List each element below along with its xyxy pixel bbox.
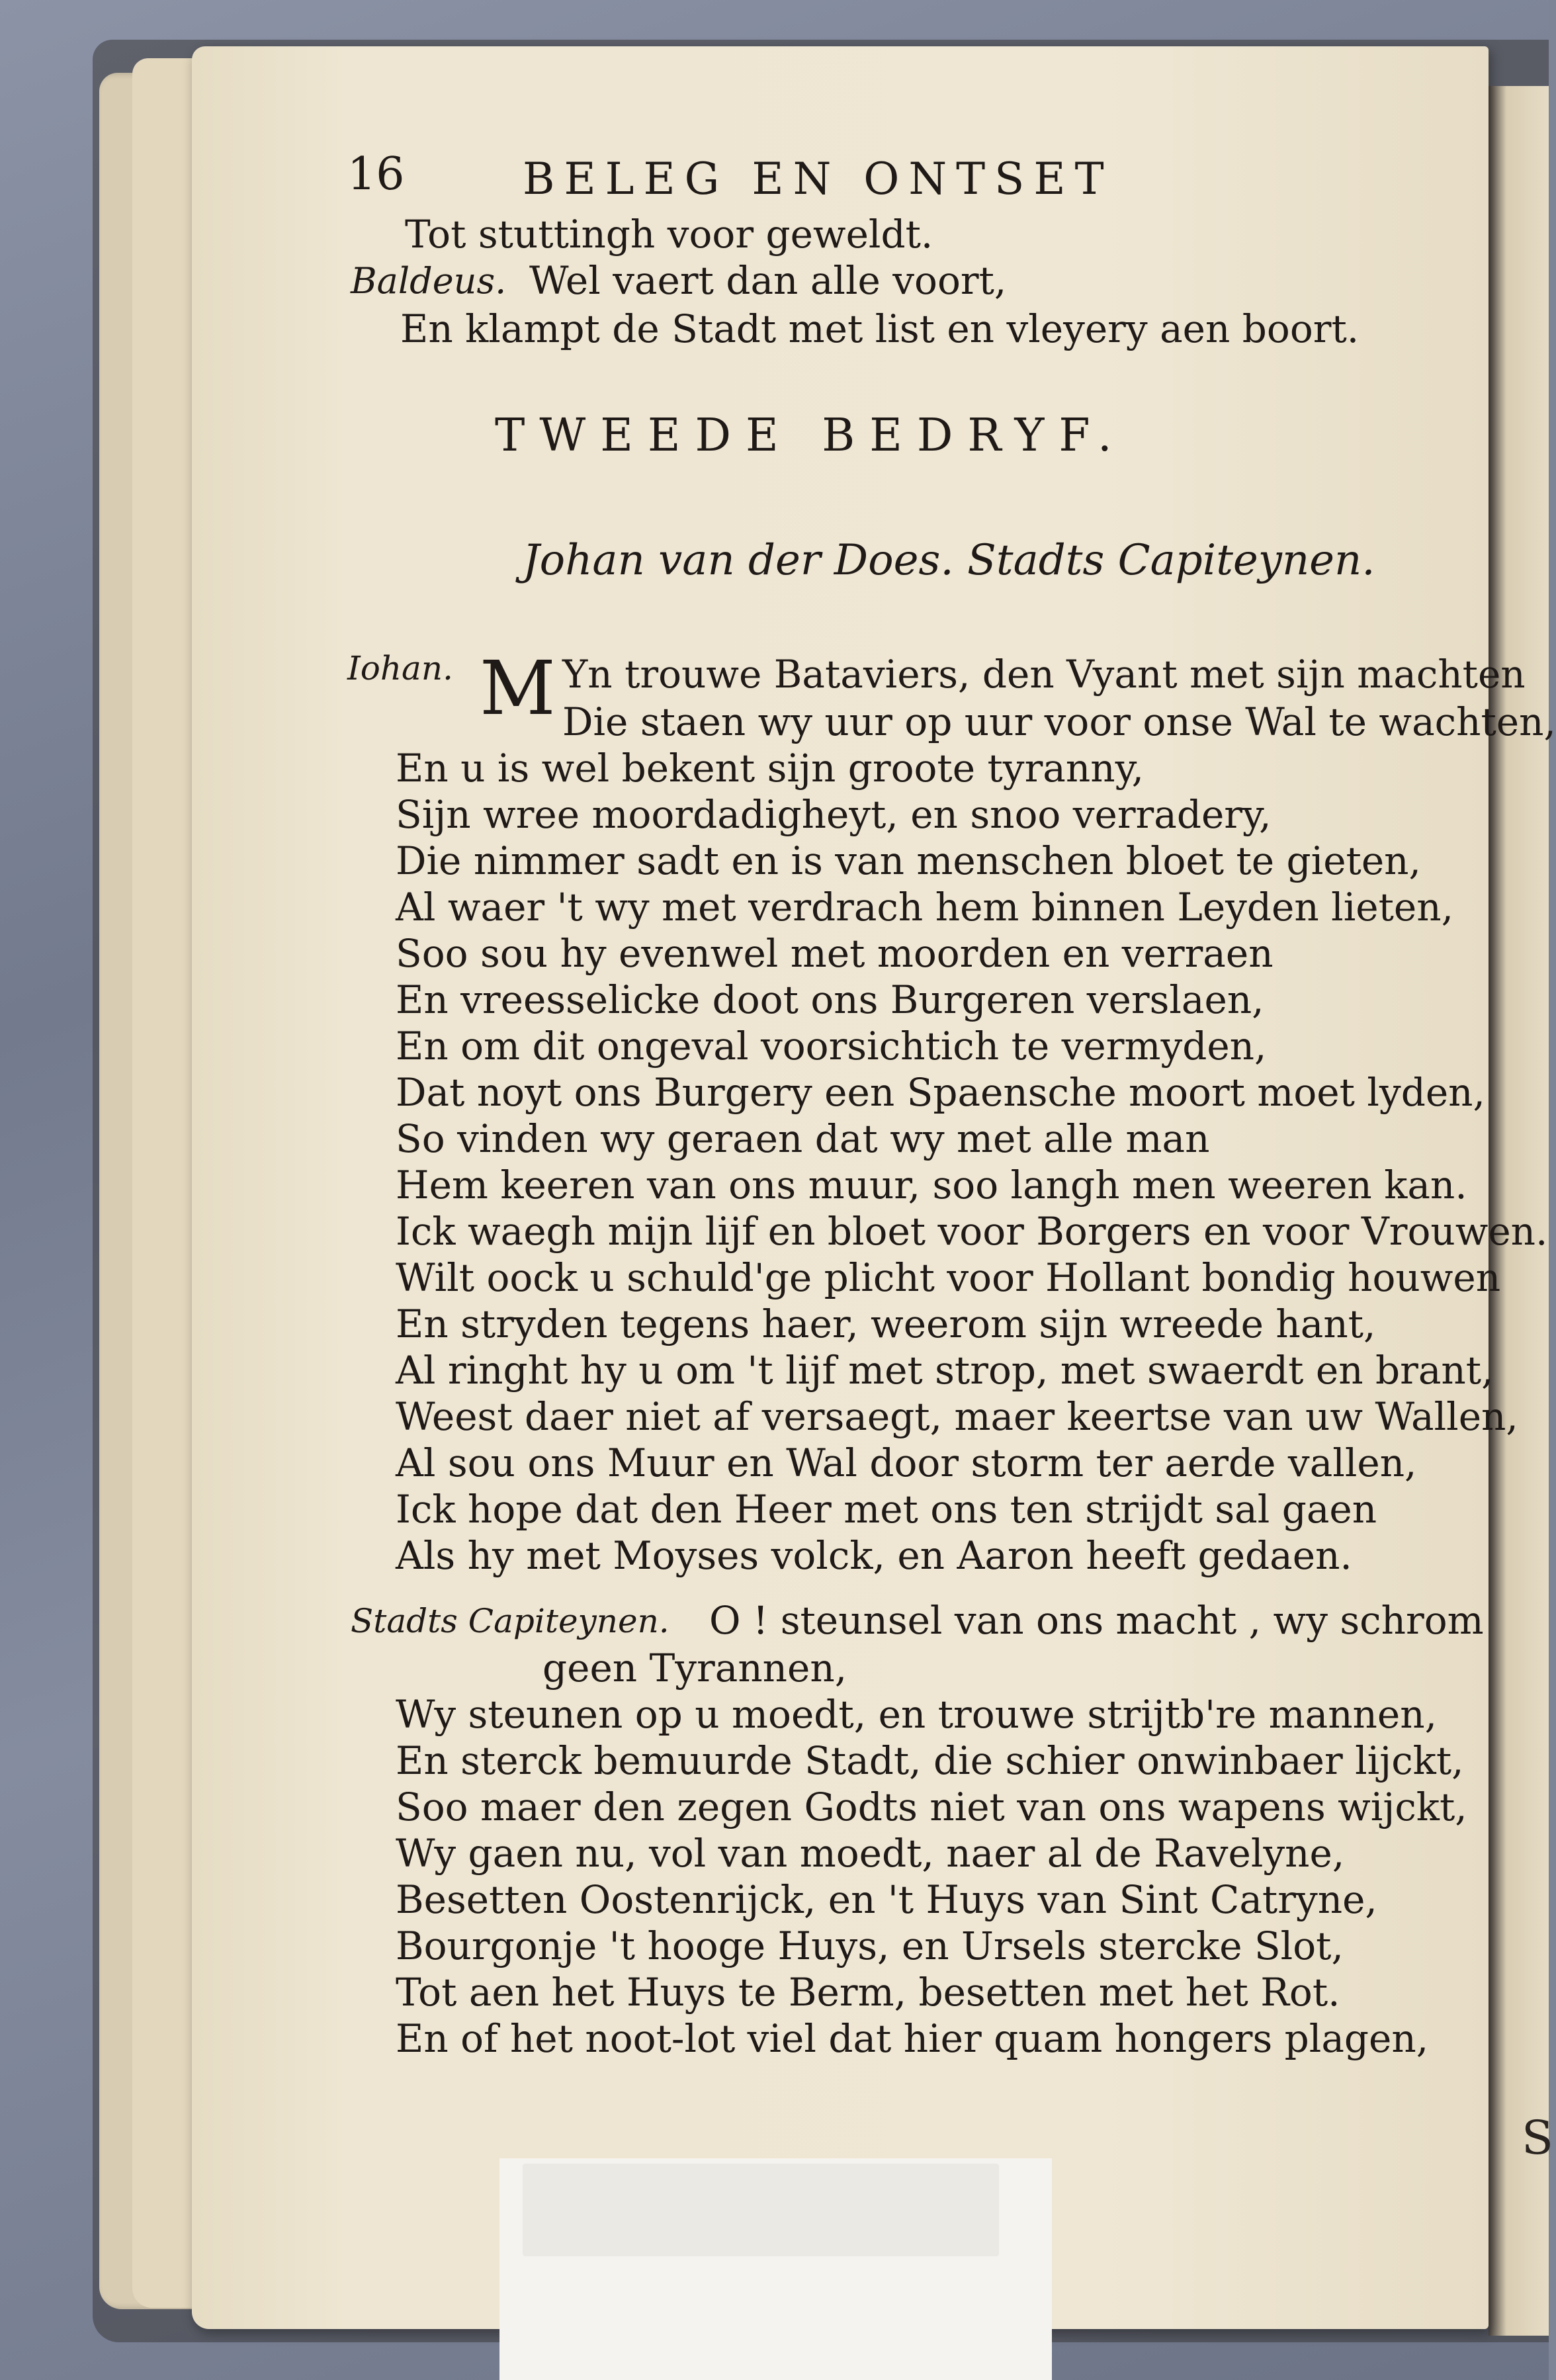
verse-line: Al ringht hy u om 't lijf met strop, met swaerdt en brant,: [396, 1348, 1494, 1393]
running-title: BELEG EN ONTSET: [523, 154, 1113, 204]
verse-line: Die staen wy uur op uur voor onse Wal te wachten,: [562, 699, 1556, 744]
verse-line: En of het noot-lot viel dat hier quam hongers plagen,: [396, 2016, 1429, 2061]
verse-line: Tot aen het Huys te Berm, besetten met het Rot.: [396, 1970, 1340, 2015]
drop-cap: M: [480, 646, 556, 732]
verse-line: Weest daer niet af versaegt, maer keertse van uw Wallen,: [396, 1394, 1518, 1439]
verse-line: Soo maer den zegen Godts niet van ons wapens wijckt,: [396, 1785, 1467, 1829]
verse-line: Hem keeren van ons muur, soo langh men weeren kan.: [396, 1163, 1467, 1208]
facing-page-letter: S: [1522, 2111, 1553, 2165]
verse-line: Als hy met Moyses volck, en Aaron heeft gedaen.: [396, 1533, 1352, 1578]
verse-line: En om dit ongeval voorsichtich te vermyden,: [396, 1024, 1267, 1069]
verse-line: geen Tyrannen,: [542, 1646, 847, 1691]
verse-line: En stryden tegens haer, weerom sijn wreede hant,: [396, 1301, 1376, 1346]
speaker-label: Stadts Capiteynen.: [351, 1602, 670, 1640]
verse-line: Yn trouwe Bataviers, den Vyant met sijn machten: [562, 652, 1526, 697]
verse-line: En klampt de Stadt met list en vleyery aen boort.: [400, 306, 1360, 351]
speaker-label: Baldeus.: [351, 260, 507, 302]
verse-line: Al waer 't wy met verdrach hem binnen Leyden lieten,: [396, 885, 1454, 930]
verse-line: Wy gaen nu, vol van moedt, naer al de Ravelyne,: [396, 1831, 1345, 1876]
scene-characters: Johan van der Does. Stadts Capiteynen.: [523, 536, 1375, 585]
verse-line: Wel vaert dan alle voort,: [529, 258, 1007, 303]
verse-line: Wy steunen op u moedt, en trouwe strijtb're mannen,: [396, 1692, 1438, 1737]
verse-line: Ick waegh mijn lijf en bloet voor Borgers en voor Vrouwen.: [396, 1209, 1548, 1254]
verse-line: So vinden wy geraen dat wy met alle man: [396, 1116, 1210, 1161]
verse-line: Die nimmer sadt en is van menschen bloet te gieten,: [396, 838, 1421, 883]
verse-line: Sijn wree moordadigheyt, en snoo verradery,: [396, 792, 1272, 837]
verse-line: Bourgonje 't hooge Huys, en Ursels stercke Slot,: [396, 1923, 1344, 1968]
page-number: 16: [347, 148, 405, 200]
verse-line: Tot stuttingh voor geweldt.: [405, 212, 933, 257]
verse-line: Dat noyt ons Burgery een Spaensche moort moet lyden,: [396, 1070, 1485, 1115]
verse-line: Soo sou hy evenwel met moorden en verraen: [396, 931, 1274, 976]
verse-line: Besetten Oostenrijck, en 't Huys van Sint Catryne,: [396, 1877, 1377, 1922]
verse-line: En vreesselicke doot ons Burgeren verslaen,: [396, 977, 1264, 1022]
verse-line: En sterck bemuurde Stadt, die schier onwinbaer lijckt,: [396, 1738, 1464, 1783]
act-title: TWEEDE BEDRYF.: [495, 410, 1127, 462]
verse-line: Al sou ons Muur en Wal door storm ter aerde vallen,: [396, 1440, 1417, 1485]
verse-line: Ick hope dat den Heer met ons ten strijdt sal gaen: [396, 1487, 1377, 1532]
verse-line: Wilt oock u schuld'ge plicht voor Hollant bondig houwen: [396, 1255, 1501, 1300]
paper-tab-label-area: [523, 2164, 999, 2256]
verse-line: O ! steunsel van ons macht , wy schrom: [709, 1598, 1484, 1643]
speaker-label: Iohan.: [347, 649, 453, 687]
verse-line: En u is wel bekent sijn groote tyranny,: [396, 746, 1145, 791]
